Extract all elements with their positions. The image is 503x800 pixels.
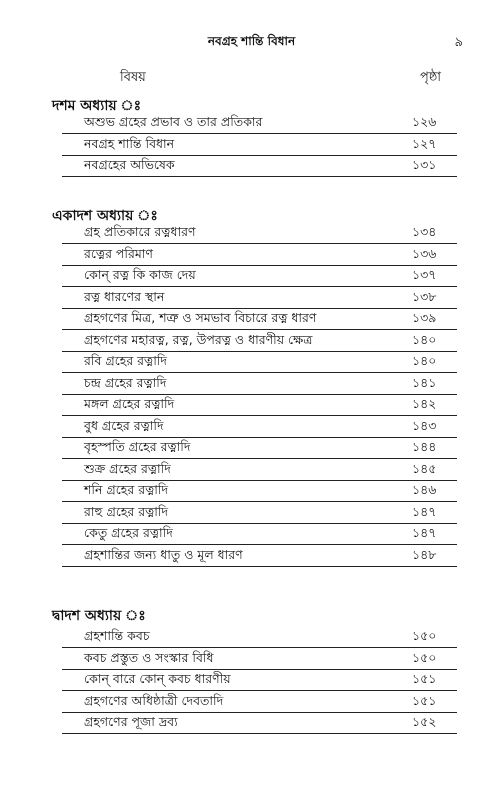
toc-entry xyxy=(0,244,503,266)
toc-entry xyxy=(0,394,503,416)
toc-entry xyxy=(0,155,503,177)
toc-entry-page: ১৩৭ xyxy=(412,267,437,282)
toc-entry-title: মঙ্গল গ্রহের রত্নাদি xyxy=(84,396,175,411)
toc-entry-title: অশুভ গ্রহের প্রভাব ও তার প্রতিকার xyxy=(84,114,263,129)
toc-entry xyxy=(0,669,503,691)
toc-entry-title: কবচ প্রস্তুত ও সংস্কার বিধি xyxy=(84,649,214,665)
toc-entry-title: গ্রহগণের মিত্র, শত্রু ও সমভাব বিচারে রত্ন ধারণ xyxy=(84,310,317,325)
toc-entry xyxy=(0,523,503,545)
toc-entry xyxy=(0,712,503,734)
toc-entry-page: ১৫০ xyxy=(412,628,437,643)
toc-entry-title: গ্রহশান্তির জন্য ধাতু ও মূল ধারণ xyxy=(84,546,243,562)
toc-entry xyxy=(0,437,503,459)
row-divider xyxy=(62,176,457,177)
toc-entry xyxy=(0,626,503,648)
toc-entry xyxy=(0,502,503,524)
toc-entry-page: ১৪৩ xyxy=(412,417,437,433)
toc-entry-title: কোন্ বারে কোন্ কবচ ধারণীয় xyxy=(84,671,231,686)
toc-entry-page: ১৩৬ xyxy=(412,245,437,261)
toc-entry-page: ১৪৫ xyxy=(412,460,437,476)
toc-entry-page: ১৪১ xyxy=(412,374,437,390)
toc-entry-title: কেতু গ্রহের রত্নাদি xyxy=(84,525,173,540)
toc-entry-title: গ্রহগণের পূজা দ্রব্য xyxy=(84,714,178,729)
column-heading-page: পৃষ্ঠা xyxy=(420,70,442,85)
toc-entry-title: গ্রহগণের মহারত্ন, রত্ন, উপরত্ন ও ধারণীয় ক্ষেত্র xyxy=(84,331,313,347)
toc-entry xyxy=(0,459,503,481)
toc-entry-title: নবগ্রহ শান্তি বিধান xyxy=(84,135,175,151)
toc-entry-title: গ্রহশান্তি কবচ xyxy=(84,628,150,643)
toc-entry-page: ১৪৭ xyxy=(412,503,437,519)
toc-entry xyxy=(0,648,503,670)
toc-entry-title: চন্দ্র গ্রহের রত্নাদি xyxy=(84,374,167,390)
toc-entry-page: ১৩১ xyxy=(412,157,437,172)
toc-entry-title: নবগ্রহের অভিষেক xyxy=(84,157,175,172)
running-title: নবগ্রহ শান্তি বিধান xyxy=(207,34,296,48)
row-divider xyxy=(62,566,457,567)
toc-entry-title: রত্নের পরিমাণ xyxy=(84,245,153,261)
chapter-heading: দ্বাদশ অধ্যায় ঃ xyxy=(52,608,146,624)
toc-entry-page: ১৪৪ xyxy=(412,439,437,454)
toc-entry-title: শনি গ্রহের রত্নাদি xyxy=(84,482,169,497)
toc-entry xyxy=(0,265,503,287)
toc-entry-title: গ্রহ প্রতিকারে রত্নধারণ xyxy=(84,224,196,239)
toc-entry-page: ১৪০ xyxy=(412,331,437,347)
toc-entry-page: ১৩৮ xyxy=(412,288,437,304)
page-number: ৯ xyxy=(454,35,463,50)
toc-entry xyxy=(0,480,503,502)
toc-entry-page: ১৫০ xyxy=(412,649,437,665)
toc-entry-title: রবি গ্রহের রত্নাদি xyxy=(84,353,167,368)
toc-entry xyxy=(0,287,503,309)
chapter-heading: একাদশ অধ্যায় ঃ xyxy=(52,208,158,224)
toc-entry-title: বৃহস্পতি গ্রহের রত্নাদি xyxy=(84,439,191,454)
row-divider xyxy=(62,733,457,734)
toc-entry-page: ১৪৮ xyxy=(412,546,437,562)
toc-entry xyxy=(0,134,503,156)
toc-entry-page: ১৫১ xyxy=(412,671,437,686)
toc-entry-page: ১৫২ xyxy=(412,714,437,729)
toc-entry-page: ১৩৪ xyxy=(412,224,437,239)
toc-entry-page: ১৪৭ xyxy=(412,525,437,540)
toc-entry-page: ১৫১ xyxy=(412,692,437,708)
toc-entry xyxy=(0,545,503,567)
toc-entry xyxy=(0,330,503,352)
toc-entry-page: ১৪৬ xyxy=(412,482,437,497)
toc-entry xyxy=(0,691,503,713)
toc-entry-title: শুক্র গ্রহের রত্নাদি xyxy=(84,460,171,476)
toc-entry-title: বুধ গ্রহের রত্নাদি xyxy=(84,417,164,433)
toc-entry-title: রাহু গ্রহের রত্নাদি xyxy=(84,503,169,519)
toc-entry-page: ১২৬ xyxy=(412,114,437,129)
toc-entry-page: ১৪০ xyxy=(412,353,437,368)
chapter-heading: দশম অধ্যায় ঃ xyxy=(52,98,142,114)
toc-entry-page: ১৪২ xyxy=(412,396,437,411)
toc-entry-title: কোন্ রত্ন কি কাজ দেয় xyxy=(84,267,196,282)
toc-entry-title: গ্রহগণের অধিষ্ঠাত্রী দেবতাদি xyxy=(84,692,224,708)
toc-entry-title: রত্ন ধারণের স্থান xyxy=(84,288,165,304)
column-heading-subject: বিষয় xyxy=(120,70,146,85)
toc-entry xyxy=(0,112,503,134)
toc-entry xyxy=(0,308,503,330)
toc-entry-page: ১৩৯ xyxy=(412,310,437,325)
toc-entry xyxy=(0,416,503,438)
toc-entry xyxy=(0,351,503,373)
toc-entry-page: ১২৭ xyxy=(412,135,437,151)
toc-entry xyxy=(0,373,503,395)
toc-entry xyxy=(0,222,503,244)
